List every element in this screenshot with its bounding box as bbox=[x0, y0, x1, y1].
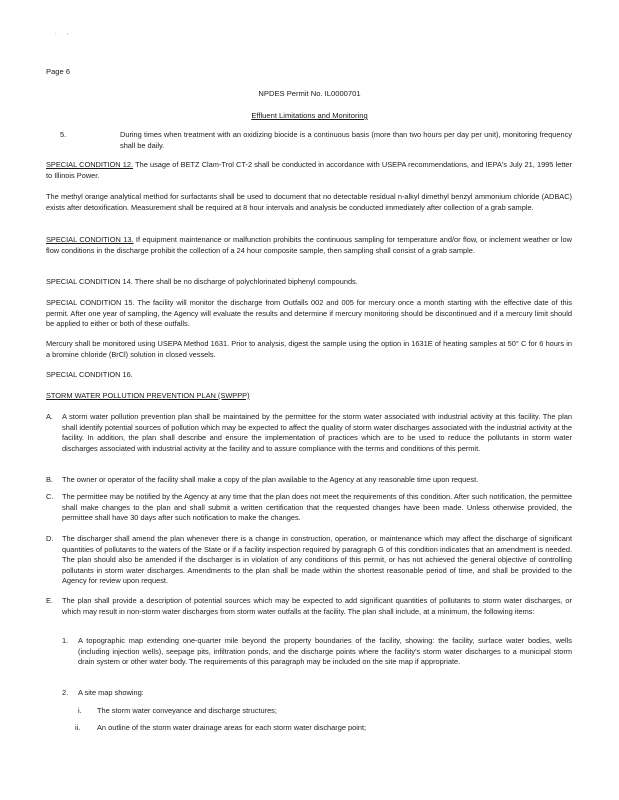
permit-title: NPDES Permit No. IL0000701 bbox=[258, 89, 361, 98]
sub-item-2-text: A site map showing: bbox=[78, 688, 144, 697]
special-condition-16: SPECIAL CONDITION 16. bbox=[46, 370, 133, 379]
roman-item-ii-text: An outline of the storm water drainage areas for each storm water discharge point; bbox=[97, 723, 367, 732]
swppp-item-c-label: C. bbox=[46, 492, 54, 501]
item-5-text: During times when treatment with an oxidizing biocide is a continuous basis (more than two hours per day per unit), monitoring frequency shall be daily. bbox=[120, 130, 572, 150]
swppp-item-a-label: A. bbox=[46, 412, 53, 421]
swppp-item-d-label: D. bbox=[46, 534, 54, 543]
roman-item-ii-label: ii. bbox=[75, 723, 81, 732]
section-title: Effluent Limitations and Monitoring bbox=[251, 111, 368, 120]
scan-marks: . , bbox=[55, 30, 73, 36]
swppp-heading: STORM WATER POLLUTION PREVENTION PLAN (SWPPP) bbox=[46, 391, 250, 400]
item-5-number: 5. bbox=[60, 130, 67, 139]
special-condition-15: SPECIAL CONDITION 15. The facility will monitor the discharge from Outfalls 002 and 005 for mercury once a month starting with the effective date of this permit. After one year of sampling, the Agency will evaluate the results and determine if mercury monitoring should be discontinued and if a mercury limit should be applied to either or both of these outfalls. bbox=[46, 298, 572, 329]
swppp-item-d-text: The discharger shall amend the plan whenever there is a change in construction, operation, or maintenance which may affect the discharge of significant quantities of pollutants to the waters of the State or if a facility inspection required by paragraph G of this condition indicates that an amendment is needed. The plan should also be amended if the discharger is in violation of any conditions of this permit, or has not achieved the general objective of controlling pollutants in storm water discharges. Amendments to the plan shall be made within the shortest reasonable period of time, and shall be provided to the Agency for review upon request. bbox=[62, 534, 572, 586]
special-condition-13 bbox=[46, 235, 572, 256]
sub-item-2-label: 2. bbox=[62, 688, 69, 697]
sc13-text: If equipment maintenance or malfunction prohibits the continuous sampling for temperature and/or flow, or inclement weather or low flow conditions in the discharge prohibit the collection of a 24 hour composite sample, then sampling shall consist of a grab sample. bbox=[46, 235, 572, 255]
swppp-item-b-label: B. bbox=[46, 475, 53, 484]
swppp-item-b-text: The owner or operator of the facility shall make a copy of the plan available to the Agency at any reasonable time upon request. bbox=[62, 475, 479, 484]
sc12-heading: SPECIAL CONDITION 12. bbox=[46, 160, 134, 169]
page-number: Page 6 bbox=[46, 67, 71, 76]
roman-item-i-label: i. bbox=[78, 706, 82, 715]
roman-item-i-text: The storm water conveyance and discharge structures; bbox=[97, 706, 277, 715]
sc13-heading: SPECIAL CONDITION 13. bbox=[46, 235, 134, 244]
swppp-item-e-label: E. bbox=[46, 596, 53, 605]
special-condition-12 bbox=[46, 160, 572, 181]
special-condition-14: SPECIAL CONDITION 14. There shall be no discharge of polychlorinated biphenyl compounds. bbox=[46, 277, 358, 286]
sc12-text: The usage of BETZ Clam-Trol CT-2 shall be conducted in accordance with USEPA recommendations, and IEPA's July 21, 1995 letter to Illinois Power. bbox=[46, 160, 573, 180]
sub-item-1-label: 1. bbox=[62, 636, 69, 645]
swppp-item-e-text: The plan shall provide a description of potential sources which may be expected to add significant quantities of pollutants to storm water discharges, or which may result in non-storm water discharges from storm water outfalls at the facility. The plan shall include, at a minimum, the following items: bbox=[62, 596, 572, 616]
sub-item-1-text: A topographic map extending one-quarter mile beyond the property boundaries of the facility, showing: the facility, surface water bodies, wells (including injection wells), seepage pits, infiltration ponds, and the discharge points where the facility's storm water discharges to a municipal storm drain system or other water body. The requirements of this paragraph may be included on the site map if appropriate. bbox=[78, 636, 572, 667]
sc15-paragraph-2: Mercury shall be monitored using USEPA Method 1631. Prior to analysis, digest the sample using the option in 1631E of heating samples at 50° C for 6 hours in a bromine chloride (BrCl) solution in closed vessels. bbox=[46, 339, 572, 359]
swppp-item-c-text: The permittee may be notified by the Agency at any time that the plan does not meet the requirements of this condition. After such notification, the permittee shall make changes to the plan and shall submit a written certification that the requested changes have been made. Unless otherwise provided, the permittee shall have 30 days after such notification to make the changes. bbox=[62, 492, 572, 523]
swppp-item-a-text: A storm water pollution prevention plan shall be maintained by the permittee for the storm water associated with industrial activity at this facility. The plan shall identify potential sources of pollution which may be expected to affect the quality of storm water discharges associated with the industrial activity at the facility. In addition, the plan shall describe and ensure the implementation of practices which are to be used to reduce the pollutants in storm water discharges associated with industrial activity at the facility and to assure compliance with the terms and conditions of this permit. bbox=[62, 412, 572, 453]
sc12-paragraph-2: The methyl orange analytical method for surfactants shall be used to document that no detectable residual n-alkyl dimethyl benzyl ammonium chloride (ADBAC) exists after detoxification. Measurement shall be required at 8 hour intervals and analysis be conducted immediately after collection of a grab sample. bbox=[46, 192, 572, 212]
